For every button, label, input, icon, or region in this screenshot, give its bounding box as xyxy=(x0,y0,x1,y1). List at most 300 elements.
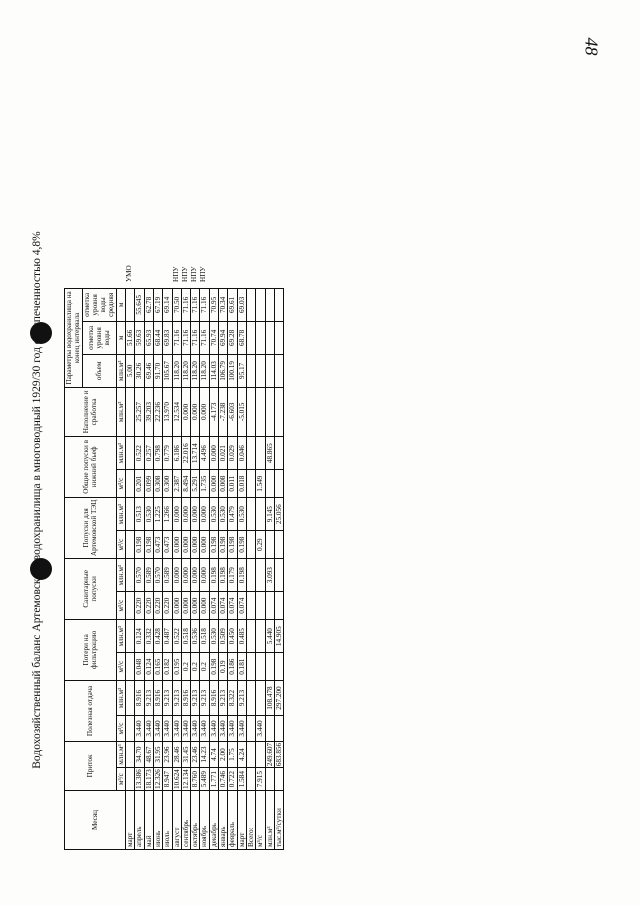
table-cell xyxy=(246,768,255,791)
level-mark: УМО xyxy=(125,265,133,282)
table-cell: 70.95 xyxy=(209,288,218,321)
table-cell xyxy=(265,716,274,742)
row-label: сентябрь xyxy=(181,791,190,850)
table-cell: 34.70 xyxy=(135,741,144,767)
table-cell: 0.198 xyxy=(219,558,228,592)
table-cell: 2.387 xyxy=(172,470,181,497)
col-volume: объем xyxy=(82,354,116,387)
table-cell xyxy=(274,288,283,321)
unit-label: млн.м³ xyxy=(116,497,125,531)
table-cell: 0.124 xyxy=(135,619,144,653)
table-cell: 2.00 xyxy=(219,741,228,767)
table-cell: 4.74 xyxy=(209,741,218,767)
table-cell: 0.124 xyxy=(144,653,153,680)
table-cell: 0.570 xyxy=(153,558,162,592)
table-cell: 0.530 xyxy=(219,497,228,531)
table-row xyxy=(191,288,200,849)
table-cell: 67.19 xyxy=(153,288,162,321)
table-cell: 8.322 xyxy=(228,680,237,715)
table-cell: 108.478 xyxy=(265,680,274,715)
table-cell: 71.16 xyxy=(181,321,190,354)
row-label: март xyxy=(126,791,135,850)
table-cell: 14.905 xyxy=(274,619,283,653)
table-cell: -4.173 xyxy=(209,387,218,436)
table-cell: 1.584 xyxy=(237,768,246,791)
table-cell: 28.46 xyxy=(172,741,181,767)
unit-label: м³/с xyxy=(116,531,125,558)
table-cell: 1.225 xyxy=(153,497,162,531)
table-cell: 0.522 xyxy=(135,436,144,470)
row-label: декабрь xyxy=(209,791,218,850)
table-cell: 23.96 xyxy=(163,741,172,767)
table-cell: 0.201 xyxy=(135,470,144,497)
table-cell: 0.165 xyxy=(153,653,162,680)
table-cell xyxy=(274,768,283,791)
table-cell: 68.44 xyxy=(153,321,162,354)
table-cell: 0.522 xyxy=(172,619,181,653)
table-cell: 0.428 xyxy=(153,619,162,653)
table-cell: 9.213 xyxy=(144,680,153,715)
table-row xyxy=(209,288,218,849)
table-cell: 0.2 xyxy=(200,653,209,680)
rotated-page-content xyxy=(30,120,350,880)
table-cell: 30.26 xyxy=(135,354,144,387)
col-tec-release: Попуски для Артемовской ТЭЦ xyxy=(65,497,117,558)
table-cell: 1.549 xyxy=(256,470,265,497)
table-cell: 118.20 xyxy=(200,354,209,387)
table-cell xyxy=(256,619,265,653)
table-cell: 0.000 xyxy=(191,387,200,436)
unit-label: млн.м³ xyxy=(116,741,125,767)
table-cell: 65.93 xyxy=(144,321,153,354)
table-cell xyxy=(246,470,255,497)
table-cell xyxy=(246,387,255,436)
table-cell xyxy=(274,354,283,387)
table-cell: 25.056 xyxy=(274,497,283,531)
table-cell: 114.03 xyxy=(209,354,218,387)
col-water-level: отметка уровня воды xyxy=(82,321,116,354)
unit-label: м³/с xyxy=(116,653,125,680)
table-cell: 3.440 xyxy=(163,716,172,742)
unit-label: м³/с xyxy=(116,768,125,791)
totals-header-row xyxy=(246,288,255,849)
table-cell: 0.589 xyxy=(144,558,153,592)
table-cell: 68.78 xyxy=(237,321,246,354)
water-balance-table xyxy=(64,288,284,850)
row-label: апрель xyxy=(135,791,144,850)
table-cell: 31.45 xyxy=(181,741,190,767)
table-cell xyxy=(256,321,265,354)
table-cell: 0.195 xyxy=(172,653,181,680)
table-row xyxy=(135,288,144,849)
table-cell xyxy=(246,653,255,680)
table-cell: 48.67 xyxy=(144,741,153,767)
row-label: февраль xyxy=(228,791,237,850)
table-row xyxy=(219,288,228,849)
col-mean-water-level: отметка уровня воды средняя xyxy=(82,288,116,321)
table-cell: 1.771 xyxy=(209,768,218,791)
table-cell: 0.074 xyxy=(219,592,228,619)
table-cell: 0.530 xyxy=(209,497,218,531)
table-row xyxy=(237,288,246,849)
table-cell: 0.198 xyxy=(228,531,237,558)
table-cell: 0.198 xyxy=(219,531,228,558)
table-cell xyxy=(246,741,255,767)
table-cell xyxy=(246,592,255,619)
row-label: август xyxy=(172,791,181,850)
table-row xyxy=(265,288,274,849)
row-label: м³/с xyxy=(256,791,265,850)
table-cell: 0.000 xyxy=(181,497,190,531)
table-cell: 0.000 xyxy=(200,592,209,619)
table-cell: 0.000 xyxy=(172,497,181,531)
table-cell: -5.015 xyxy=(237,387,246,436)
table-cell xyxy=(126,741,135,767)
table-cell: 9.213 xyxy=(163,680,172,715)
table-cell xyxy=(126,768,135,791)
table-row xyxy=(153,288,162,849)
table-cell xyxy=(126,653,135,680)
table-cell: 0.000 xyxy=(209,436,218,470)
table-cell: 3.440 xyxy=(144,716,153,742)
table-cell: 0.000 xyxy=(172,531,181,558)
table-cell: 0.000 xyxy=(172,558,181,592)
table-cell: 71.16 xyxy=(181,288,190,321)
table-cell: 9.213 xyxy=(191,680,200,715)
page-number: 48 xyxy=(581,37,602,56)
table-cell xyxy=(265,531,274,558)
table-cell: 5.291 xyxy=(191,470,200,497)
table-cell xyxy=(246,680,255,715)
table-cell: 118.20 xyxy=(191,354,200,387)
table-cell: 13.970 xyxy=(163,387,172,436)
table-cell: 0.530 xyxy=(144,497,153,531)
table-cell: 0.530 xyxy=(237,497,246,531)
table-cell xyxy=(256,497,265,531)
table-cell: 3.440 xyxy=(200,716,209,742)
level-mark: НПУ xyxy=(181,266,189,282)
table-cell: 0.000 xyxy=(181,592,190,619)
table-cell: 3.440 xyxy=(219,716,228,742)
table-cell: 0.011 xyxy=(228,470,237,497)
table-cell: 0.2 xyxy=(181,653,190,680)
table-cell: 9.213 xyxy=(219,680,228,715)
table-cell xyxy=(126,387,135,436)
table-cell: 0.198 xyxy=(209,531,218,558)
table-cell: 0.198 xyxy=(135,531,144,558)
table-cell: 95.17 xyxy=(237,354,246,387)
table-cell: 71.16 xyxy=(172,321,181,354)
table-cell xyxy=(126,531,135,558)
unit-label: млн.м³ xyxy=(116,619,125,653)
table-cell: 4.24 xyxy=(237,741,246,767)
table-cell: 12.134 xyxy=(181,769,190,789)
table-cell: 59.63 xyxy=(135,321,144,354)
table-cell: 8.947 xyxy=(163,768,172,791)
table-cell: 0.473 xyxy=(163,531,172,558)
row-label: июль xyxy=(163,791,172,850)
table-cell: 0.570 xyxy=(135,558,144,592)
table-row xyxy=(126,288,135,849)
table-cell: 0.198 xyxy=(144,531,153,558)
table-cell: 31.95 xyxy=(153,741,162,767)
table-cell: 9.145 xyxy=(265,497,274,531)
table-cell xyxy=(274,716,283,742)
table-cell: 51.66 xyxy=(126,321,135,354)
table-cell: 0.536 xyxy=(191,619,200,653)
table-cell: 22.016 xyxy=(181,436,190,470)
table-cell xyxy=(246,497,255,531)
table-cell xyxy=(265,288,274,321)
table-row xyxy=(256,288,265,849)
table-cell xyxy=(265,470,274,497)
table-cell: 0.029 xyxy=(228,436,237,470)
table-cell xyxy=(256,288,265,321)
table-cell: 105.67 xyxy=(163,354,172,387)
table-cell: 0.181 xyxy=(237,653,246,680)
table-cell: 0.000 xyxy=(181,531,190,558)
table-cell: 71.16 xyxy=(191,288,200,321)
table-cell xyxy=(274,653,283,680)
table-cell: 69.14 xyxy=(163,288,172,321)
table-cell xyxy=(274,387,283,436)
table-cell xyxy=(256,653,265,680)
row-label: июнь xyxy=(153,791,162,850)
table-cell: 100.19 xyxy=(228,354,237,387)
table-cell: 0.485 xyxy=(237,619,246,653)
table-cell: 8.760 xyxy=(191,768,200,791)
table-cell: 13.386 xyxy=(135,769,144,789)
table-cell xyxy=(126,592,135,619)
col-filtration-loss: Потери на фильтрацию xyxy=(65,619,117,680)
table-cell: 9.213 xyxy=(200,680,209,715)
table-cell xyxy=(126,288,135,321)
table-cell: 0.000 xyxy=(191,497,200,531)
table-cell: 3.440 xyxy=(181,716,190,742)
table-cell: 5.00 xyxy=(126,354,135,387)
table-cell: 3.440 xyxy=(228,716,237,742)
table-cell xyxy=(246,321,255,354)
table-cell xyxy=(246,619,255,653)
unit-label: млн.м³ xyxy=(116,558,125,592)
table-cell: 0.021 xyxy=(219,436,228,470)
table-cell: 0.530 xyxy=(209,619,218,653)
table-cell xyxy=(265,387,274,436)
table-cell: 70.34 xyxy=(219,288,228,321)
table-cell xyxy=(265,768,274,791)
table-cell: 0.000 xyxy=(191,592,200,619)
table-cell: 0.186 xyxy=(228,653,237,680)
table-cell: 3.440 xyxy=(209,716,218,742)
table-cell: 0.450 xyxy=(228,619,237,653)
table-cell: 0.19 xyxy=(219,653,228,680)
table-row xyxy=(181,288,190,849)
table-cell: 12.534 xyxy=(172,387,181,436)
table-row xyxy=(200,288,209,849)
table-cell: 8.916 xyxy=(135,680,144,715)
table-cell xyxy=(274,321,283,354)
table-cell xyxy=(126,619,135,653)
table-cell xyxy=(246,558,255,592)
table-cell xyxy=(246,436,255,470)
col-downstream-release: Общие попуски в нижний бьеф xyxy=(65,436,117,497)
table-cell: 0.509 xyxy=(219,619,228,653)
unit-label: млн.м³ xyxy=(116,680,125,715)
table-cell xyxy=(256,387,265,436)
table-cell: 3.093 xyxy=(265,558,274,592)
table-cell xyxy=(246,288,255,321)
level-mark: НПУ xyxy=(190,266,198,282)
table-cell xyxy=(246,354,255,387)
table-cell: 0.473 xyxy=(153,531,162,558)
table-cell: 0.198 xyxy=(209,558,218,592)
table-cell xyxy=(256,558,265,592)
table-cell: 0.722 xyxy=(228,768,237,791)
table-cell: 0.000 xyxy=(200,387,209,436)
totals-label: Всего: xyxy=(246,791,255,850)
table-cell xyxy=(256,680,265,715)
table-cell xyxy=(265,321,274,354)
table-cell: 8.916 xyxy=(181,680,190,715)
table-cell xyxy=(126,680,135,715)
table-cell: 0.000 xyxy=(200,497,209,531)
table-row xyxy=(274,288,283,849)
table-cell: 0.29 xyxy=(256,531,265,558)
table-cell: 0.099 xyxy=(144,470,153,497)
table-cell: 0.518 xyxy=(181,619,190,653)
table-cell: 23.46 xyxy=(191,741,200,767)
table-cell: 0.220 xyxy=(144,592,153,619)
unit-label: млн.м³ xyxy=(116,436,125,470)
unit-label: м³/с xyxy=(116,716,125,742)
table-cell xyxy=(256,436,265,470)
table-cell xyxy=(274,592,283,619)
table-cell: 25.257 xyxy=(135,387,144,436)
table-cell: 69.46 xyxy=(144,354,153,387)
col-useful-output: Полезная отдача xyxy=(65,680,117,741)
table-cell: 14.23 xyxy=(200,741,209,767)
table-cell xyxy=(265,592,274,619)
unit-label: м³/с xyxy=(116,470,125,497)
table-cell: 0.000 xyxy=(181,558,190,592)
table-cell: 8.916 xyxy=(209,680,218,715)
table-cell: 3.440 xyxy=(135,716,144,742)
row-label: тыс.м³/сутки xyxy=(274,791,283,850)
table-cell: 70.50 xyxy=(172,288,181,321)
table-row xyxy=(163,288,172,849)
table-cell: 0.257 xyxy=(144,436,153,470)
table-cell: 0.000 xyxy=(172,592,181,619)
table-cell xyxy=(126,470,135,497)
table-cell: 0.048 xyxy=(135,653,144,680)
table-cell: 1.75 xyxy=(228,741,237,767)
table-cell: 0.179 xyxy=(228,558,237,592)
table-cell: 5.489 xyxy=(200,768,209,791)
table-cell: 69.83 xyxy=(163,321,172,354)
table-cell xyxy=(274,558,283,592)
table-cell xyxy=(274,470,283,497)
table-cell: 9.213 xyxy=(172,680,181,715)
table-cell: 3.440 xyxy=(153,716,162,742)
table-cell: 0.198 xyxy=(237,558,246,592)
table-cell: 0.000 xyxy=(181,387,190,436)
table-cell: 0.518 xyxy=(200,619,209,653)
col-inflow: Приток xyxy=(65,741,117,790)
table-cell xyxy=(126,558,135,592)
table-cell xyxy=(126,436,135,470)
table-cell: 683.856 xyxy=(274,742,283,767)
table-cell xyxy=(256,354,265,387)
table-cell: 0.000 xyxy=(209,470,218,497)
table-cell: 1.735 xyxy=(200,470,209,497)
table-cell: 0.220 xyxy=(153,592,162,619)
row-label: май xyxy=(144,791,153,850)
table-row xyxy=(172,288,181,849)
table-cell: 0.487 xyxy=(163,619,172,653)
unit-label: млн.м³ xyxy=(116,354,125,387)
table-cell: 0.332 xyxy=(144,619,153,653)
table-cell: 249.607 xyxy=(265,742,274,767)
table-cell: 0.2 xyxy=(191,653,200,680)
table-cell xyxy=(246,716,255,742)
table-cell: 118.20 xyxy=(181,354,190,387)
table-cell: 0.300 xyxy=(163,470,172,497)
table-cell: 0.000 xyxy=(200,558,209,592)
table-cell: 6.186 xyxy=(172,436,181,470)
table-cell: 69.94 xyxy=(219,321,228,354)
table-cell: 8.494 xyxy=(181,470,190,497)
row-label: октябрь xyxy=(191,791,200,850)
table-cell: 71.16 xyxy=(191,321,200,354)
table-cell: 39.203 xyxy=(144,387,153,436)
table-cell: 0.198 xyxy=(237,531,246,558)
table-cell: 10.624 xyxy=(172,769,181,789)
table-cell: -7.238 xyxy=(219,387,228,436)
table-cell: 0.746 xyxy=(219,768,228,791)
table-cell xyxy=(246,531,255,558)
table-cell xyxy=(256,741,265,767)
table-cell: 118.20 xyxy=(172,354,181,387)
row-label: март xyxy=(237,791,246,850)
unit-label: м xyxy=(116,321,125,354)
table-cell: 0.008 xyxy=(219,470,228,497)
table-cell: 3.440 xyxy=(237,716,246,742)
col-sanitary-release: Санитарные попуски xyxy=(65,558,117,619)
table-cell: 0.074 xyxy=(237,592,246,619)
table-cell: 0.182 xyxy=(163,653,172,680)
table-cell: 69.61 xyxy=(228,288,237,321)
table-cell: 297.200 xyxy=(274,680,283,715)
row-label: ноябрь xyxy=(200,791,209,850)
table-cell: 9.213 xyxy=(237,680,246,715)
col-reservoir-params: Параметры водохранилища на конец интервала xyxy=(65,288,83,387)
table-row xyxy=(144,288,153,849)
table-cell xyxy=(126,497,135,531)
table-cell: 0.798 xyxy=(153,436,162,470)
table-cell: 0.000 xyxy=(191,531,200,558)
table-cell: 70.74 xyxy=(209,321,218,354)
table-cell: 48.865 xyxy=(265,436,274,470)
table-cell xyxy=(256,592,265,619)
table-cell xyxy=(265,653,274,680)
table-cell: -6.603 xyxy=(228,387,237,436)
table-cell: 3.440 xyxy=(191,716,200,742)
table-cell: 0.046 xyxy=(237,436,246,470)
table-cell: 0.198 xyxy=(209,653,218,680)
table-cell xyxy=(265,354,274,387)
table-cell: 4.496 xyxy=(200,436,209,470)
table-cell: 0.000 xyxy=(191,558,200,592)
